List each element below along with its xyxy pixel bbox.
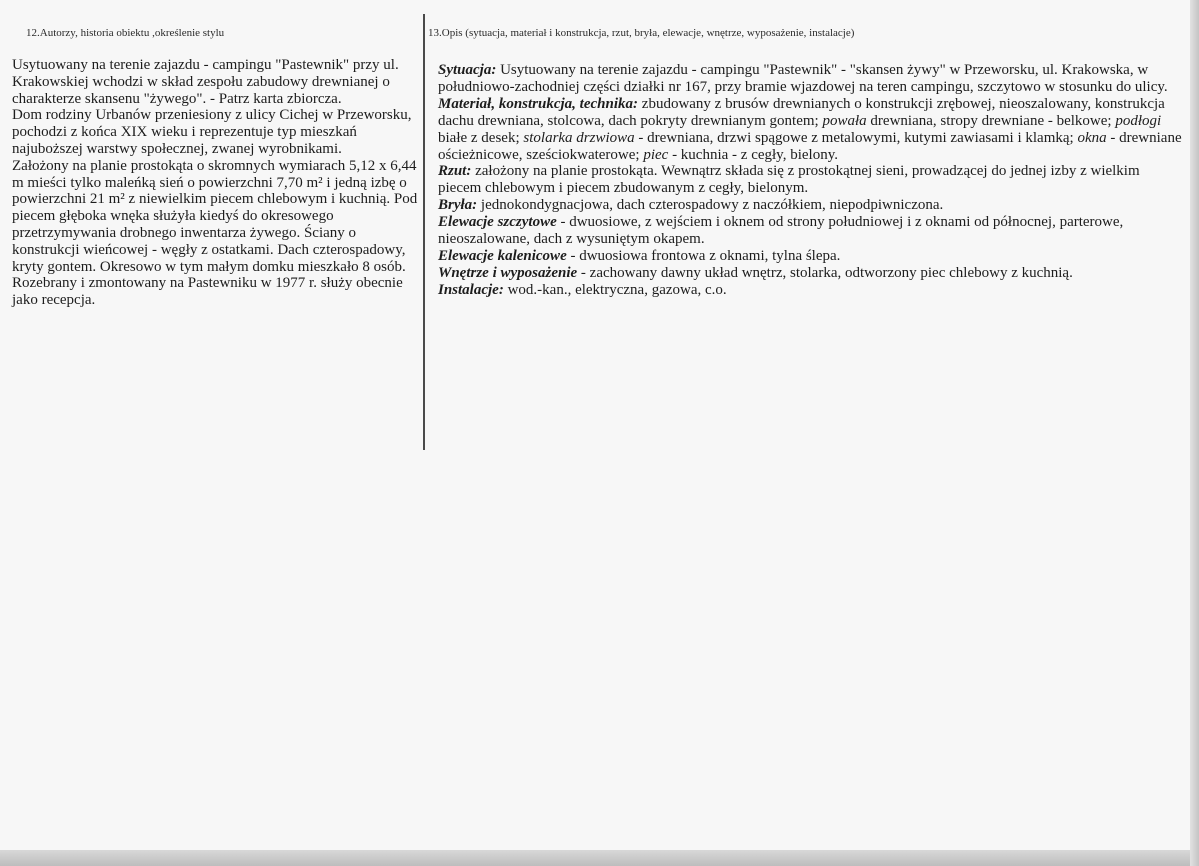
- scan-right-edge: [1190, 0, 1199, 866]
- bryla-label: Bryła:: [438, 197, 478, 214]
- material-text-f: - kuchnia - z cegły, bielony.: [668, 146, 838, 163]
- wnetrze-text: - zachowany dawny układ wnętrz, stolarka, odtworzony piec chlebowy z kuchnią.: [577, 264, 1073, 281]
- instalacje-text: wod.-kan., elektryczna, gazowa, c.o.: [503, 281, 727, 298]
- piec-label: piec: [643, 146, 669, 163]
- history-heading: 12.Autorzy, historia obiektu ,określenie stylu: [26, 27, 225, 39]
- okna-label: okna: [1077, 129, 1107, 146]
- elewacje-kalenicowe-text: - dwuosiowa frontowa z oknami, tylna ślepa.: [566, 247, 841, 264]
- elewacje-szczytowe-text: - dwuosiowe, z wejściem i oknem od strony południowej i z oknami od północnej, parterowe, nieoszalowane, dach z wysuniętym okapem.: [438, 214, 1124, 248]
- section-bryla: [438, 197, 1183, 214]
- section-material: [438, 96, 1183, 164]
- sytuacja-text: Usytuowany na terenie zajazdu - campingu "Pastewnik" - "skansen żywy" w Przeworsku, ul. Krakowska, w południowo-zachodniej części działki nr 167, przy bramie wjazdowej na teren campingu, szczytowo w stosunku do ulicy.: [438, 62, 1168, 95]
- podlogi-label: podłogi: [1115, 112, 1162, 129]
- material-label: Materiał, konstrukcja, technika:: [438, 95, 639, 112]
- material-text-b: drewniana, stropy drewniane - belkowe;: [866, 112, 1116, 129]
- rzut-text: założony na planie prostokąta. Wewnątrz składa się z prostokątnej sieni, prowadzącej do jednej izby z wielkim piecem chlebowym i piecem zbudowanym z cegły, bielonym.: [438, 163, 1140, 197]
- section-wnetrze: [438, 265, 1183, 282]
- description-heading: 13.Opis (sytuacja, materiał i konstrukcja, rzut, bryła, elewacje, wnętrze, wyposażenie, instalacje): [428, 27, 855, 39]
- material-text-d: - drewniana, drzwi spągowe z metalowymi, kutymi zawiasami i klamką;: [634, 129, 1078, 146]
- column-divider: [423, 14, 425, 450]
- section-instalacje: [438, 282, 1183, 299]
- material-text-e: - drewniane ościeżnicowe, sześciokwaterowe;: [438, 129, 1182, 163]
- instalacje-label: Instalacje:: [438, 281, 504, 298]
- rzut-label: Rzut:: [438, 163, 472, 180]
- history-paragraph-description: Założony na planie prostokąta o skromnych wymiarach 5,12 x 6,44 m mieści tylko maleńką sień o powierzchni 7,70 m² i jedną izbę o powierzchni 21 m² z niewielkim piecem chlebowym i kuchnią. Pod piecem głęboka wnęka służyła kiedyś do okresowego przetrzymywania drobnego inwentarza żywego. Ściany o konstrukcji wieńcowej - węgły z ostatkami. Dach czterospadowy, kryty gontem. Okresowo w tym małym domku mieszkało 8 osób. Rozebrany i zmontowany na Pastewniku w 1977 r. służy obecnie jako recepcja.: [12, 157, 418, 309]
- stolarka-label: stolarka drzwiowa: [523, 129, 635, 146]
- history-paragraph-location: Usytuowany na terenie zajazdu - campingu "Pastewnik" przy ul. Krakowskiej wchodzi w skład zespołu zabudowy drewnianej o charakterze skansenu "żywego". - Patrz karta zbiorcza.: [12, 57, 399, 107]
- elewacje-szczytowe-label: Elewacje szczytowe: [438, 214, 557, 231]
- scan-bottom-edge: [0, 850, 1199, 866]
- description-text: [438, 62, 1183, 299]
- history-text: [12, 57, 422, 309]
- section-elewacje-kalenicowe: [438, 248, 1183, 265]
- elewacje-kalenicowe-label: Elewacje kalenicowe: [438, 247, 567, 264]
- material-text-a: zbudowany z brusów drewnianych o konstrukcji zrębowej, nieoszalowany, konstrukcja dachu drewniana, stolcowa, dach pokryty drewnianym gontem;: [438, 95, 1165, 129]
- bryla-text: jednokondygnacjowa, dach czterospadowy z naczółkiem, niepodpiwniczona.: [477, 197, 944, 214]
- wnetrze-label: Wnętrze i wyposażenie: [438, 264, 578, 281]
- powala-label: powała: [822, 112, 867, 129]
- section-elewacje-szczytowe: [438, 214, 1183, 248]
- section-sytuacja: [438, 62, 1183, 96]
- history-paragraph-origin: Dom rodziny Urbanów przeniesiony z ulicy Cichej w Przeworsku, pochodzi z końca XIX wieku i reprezentuje typ mieszkań najuboższej warstwy społecznej, zwanej wyrobnikami.: [12, 107, 412, 157]
- section-rzut: [438, 163, 1183, 197]
- material-text-c: białe z desek;: [438, 129, 524, 146]
- sytuacja-label: Sytuacja:: [438, 62, 497, 78]
